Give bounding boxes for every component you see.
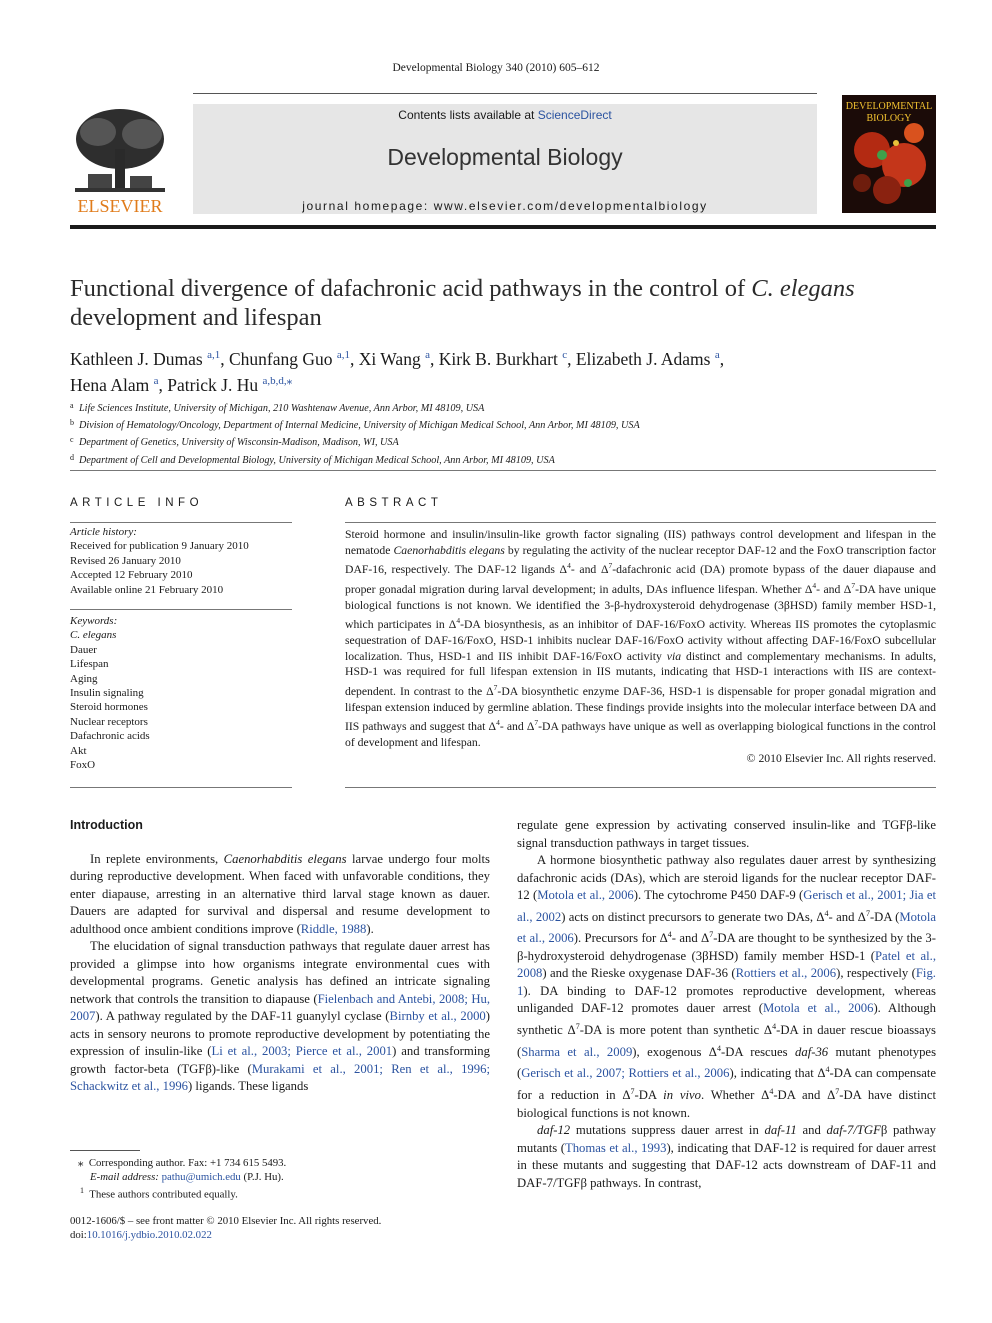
keywords — [70, 614, 292, 772]
keyword: Aging — [70, 672, 98, 685]
keyword: Steroid hormones — [70, 701, 148, 714]
issn-line: 0012-1606/$ – see front matter © 2010 Elsevier Inc. All rights reserved. — [70, 1215, 382, 1227]
doi-label: doi: — [70, 1229, 87, 1242]
author[interactable] — [229, 349, 350, 369]
affiliation-text: Department of Genetics, University of Wisconsin-Madison, Madison, WI, USA — [79, 437, 399, 449]
equal-contribution-note — [70, 1184, 490, 1202]
journal-homepage[interactable]: journal homepage: www.elsevier.com/developmentalbiology — [302, 199, 708, 213]
copyright: © 2010 Elsevier Inc. All rights reserved. — [746, 751, 936, 765]
article-history — [70, 525, 292, 597]
history-item: Received for publication 9 January 2010 — [70, 540, 249, 553]
masthead-bottom-rule — [70, 225, 936, 229]
author[interactable] — [70, 375, 158, 395]
email-label: E-mail address: — [90, 1171, 159, 1184]
affiliation-key: d — [70, 452, 74, 462]
keyword: Dafachronic acids — [70, 730, 150, 743]
footnote-text: These authors contributed equally. — [89, 1189, 238, 1201]
affiliation-text: Life Sciences Institute, University of Michigan, 210 Washtenaw Avenue, Ann Arbor, MI 48109, USA — [79, 403, 485, 414]
title-part-2: development and lifespan — [70, 304, 322, 331]
journal-banner — [193, 104, 817, 214]
cover-title-2: BIOLOGY — [866, 113, 912, 124]
affiliation-text: Department of Cell and Developmental Biology, University of Michigan Medical School, Ann Arbor, MI 48109, USA — [79, 454, 555, 466]
email-owner: (P.J. Hu). — [243, 1171, 284, 1184]
author-affil-mark[interactable]: a — [714, 349, 720, 361]
keyword: C. elegans — [70, 629, 117, 642]
author-affil-mark[interactable]: a,b,d,⁎ — [262, 374, 293, 387]
abstract-heading: ABSTRACT — [345, 497, 443, 509]
title-species: C. elegans — [751, 275, 855, 302]
history-label: Article history: — [70, 526, 137, 538]
keywords-label: Keywords: — [70, 615, 118, 627]
journal-title: Developmental Biology — [387, 144, 623, 170]
article-info-heading: ARTICLE INFO — [70, 497, 204, 509]
keyword: FoxO — [70, 759, 96, 772]
abstract-rule — [345, 522, 936, 523]
citation-link[interactable]: Thomas et al., 1993 — [564, 1140, 667, 1155]
article-info-rule — [70, 522, 292, 523]
affiliation — [70, 451, 936, 468]
affiliation-key: c — [70, 435, 74, 445]
author-sep: , — [429, 348, 439, 369]
abstract-text: Steroid hormone and insulin/insulin-like growth factor signaling (IIS) pathways control development and lifespan in the nematode Caenorhabditis elegans by regulating the activity of the nuclear receptor DAF-12 and the FoxO transcription factor DAF-16, respectively. The DAF-12 ligands $\Delta^4-$ and $\Delta^7$-dafachronic acid (DA) promote bypass of the dauer diapause and proper gonadal migration during larval development; in adults, DAs influence lifespan. Whether $\Delta^4-$ and $\Delta^7-DA$ have unique biological functions is not known. We identified the 3-β-hydroxysteroid dehydrogenase (3βHSD) family member HSD-1, which participates in $\Delta^4-DA$ biosynthesis, as an inhibitor of DAF-16/FoxO activity. Whereas IIS promotes the cytoplasmic sequestration of DAF-16/FoxO, HSD-1 inhibits nuclear DAF-16/FoxO activity without affecting DAF-16/FoxO subcellular localization. Thus, HSD-1 and IIS inhibit DAF-16/FoxO activity via distinct and complementary mechanisms. In adults, HSD-1 was required for full lifespan extension in IIS mutants, indicating that HSD-1 interactions with IIS are context-dependent. In contrast to the $\Delta^7-DA$ biosynthetic enzyme DAF-36, HSD-1 is dispensable for proper gonadal migration and lifespan extension induced by germline ablation. These findings provide insights into the molecular interface between DA and IIS pathways and suggest that $\Delta^4-$ and $\Delta^7-DA$ pathways have unique as well as overlapping biological functions in the control of development and lifespan. © 2010 Elsevier Inc. All rights reserved. — [345, 528, 936, 765]
elsevier-tree-icon — [70, 104, 170, 216]
citation-link[interactable]: Patel et al., 2008 — [517, 948, 936, 981]
doi-link[interactable]: 10.1016/j.ydbio.2010.02.022 — [86, 1229, 212, 1242]
affiliation — [70, 433, 936, 450]
author-affil-mark[interactable]: a,1 — [207, 349, 221, 361]
cover-title-1: DEVELOPMENTAL — [845, 101, 933, 112]
affiliation-key: a — [70, 401, 74, 410]
header-divider — [70, 470, 936, 471]
abstract-bottom-rule — [345, 787, 936, 788]
author-affil-mark[interactable]: c — [562, 349, 568, 361]
author-name: Kathleen J. Dumas — [70, 348, 203, 369]
author-sep: , — [220, 348, 229, 369]
affiliations — [70, 399, 936, 468]
author-sep: , — [158, 374, 168, 395]
footnote-rule — [70, 1150, 140, 1151]
author-sep: , — [719, 348, 725, 369]
figure-link[interactable]: Fig. 1 — [517, 966, 936, 998]
cover-image-icon — [842, 95, 936, 213]
author-list — [70, 344, 936, 396]
doi-line — [70, 1228, 490, 1242]
affiliation — [70, 399, 936, 416]
journal-cover[interactable] — [842, 95, 936, 213]
citation-link[interactable]: Motola et al., 2006 — [763, 1001, 874, 1016]
contents-prefix: Contents lists available at — [398, 108, 538, 122]
email-note — [70, 1170, 490, 1184]
author-affil-mark[interactable]: a — [153, 374, 159, 387]
author[interactable] — [167, 375, 292, 395]
author-name: Chunfang Guo — [228, 348, 333, 369]
publisher-name: ELSEVIER — [77, 196, 163, 216]
citation-link[interactable]: Motola et al., 2006 — [537, 888, 634, 902]
sciencedirect-link[interactable]: ScienceDirect — [537, 108, 612, 122]
keyword: Nuclear receptors — [70, 715, 148, 728]
keyword: Akt — [70, 744, 87, 757]
paragraph: The elucidation of signal transduction pathways that regulate dauer arrest has provided a glimpse into how organisms integrate environmental cues with developmental programs. Genetic analysis has defined an intricate signaling network that controls the transition to diapause (Fielenbach and Antebi, 2008; Hu, 2007). A pathway regulated by the DAF-11 guanylyl cyclase (Birnby et al., 2000) acts in sensory neurons to promote reproductive development by potentiating the expression of insulin-like (Li et al., 2003; Pierce et al., 2001) and transforming growth factor-beta (TGFβ)-like (Murakami et al., 2001; Ren et al., 1996; Schackwitz et al., 1996) ligands. These ligands — [70, 939, 490, 1093]
author[interactable] — [576, 349, 720, 369]
body-column-right — [517, 817, 936, 1192]
body-column-left — [70, 817, 490, 1096]
author-name: Patrick J. Hu — [167, 374, 259, 395]
citation-link[interactable]: Fielenbach and Antebi, 2008; Hu, 2007 — [70, 991, 490, 1023]
affiliation-text: Division of Hematology/Oncology, Department of Internal Medicine, University of Michigan Medical School, Ann Arbor, MI 48109, USA — [79, 420, 640, 432]
keyword: Lifespan — [70, 658, 109, 671]
citation-link[interactable]: Motola et al., 2006 — [517, 909, 937, 946]
footnotes — [70, 1156, 490, 1202]
author[interactable] — [439, 349, 567, 369]
footnote-mark: 1 — [80, 1186, 84, 1196]
contents-line — [193, 108, 817, 122]
author-name: Elizabeth J. Adams — [575, 348, 711, 369]
article-title — [70, 274, 936, 332]
paragraph: In replete environments, Caenorhabditis elegans larvae undergo four molts during reproductive development. When faced with unfavorable conditions, they enter diapause, arresting in an alternative third larval stage known as dauer. Dauers are adapted for survival and dispersal and resume development to adulthood once ambient conditions improve (Riddle, 1988). — [70, 851, 490, 936]
author[interactable] — [70, 349, 220, 369]
title-part-1: Functional divergence of dafachronic acid pathways in the control of — [70, 275, 752, 302]
citation-link[interactable]: Li et al., 2003; Pierce et al., 2001 — [211, 1044, 393, 1058]
citation-link[interactable]: Riddle, 1988 — [300, 921, 367, 936]
corresponding-author-note — [70, 1156, 490, 1170]
citation-link[interactable]: Gerisch et al., 2007; Rottiers et al., 2006 — [521, 1066, 730, 1081]
author-affil-mark[interactable]: a,1 — [336, 349, 350, 361]
author[interactable] — [359, 349, 430, 369]
history-item: Available online 21 February 2010 — [70, 583, 224, 596]
footnote-mark: ⁎ — [78, 1157, 84, 1169]
citation-link[interactable]: Birnby et al., 2000 — [389, 1009, 486, 1023]
elsevier-logo[interactable] — [70, 104, 170, 216]
citation-link[interactable]: Rottiers et al., 2006 — [735, 966, 837, 981]
author-name: Xi Wang — [358, 348, 421, 369]
front-matter — [70, 1214, 490, 1242]
history-item: Accepted 12 February 2010 — [70, 569, 193, 582]
author-sep: , — [567, 348, 576, 369]
author-name: Hena Alam — [70, 374, 150, 395]
author-sep: , — [350, 348, 359, 369]
paragraph: regulate gene expression by activating conserved insulin-like and TGFβ-like signal transduction pathways in target tissues. — [517, 818, 936, 850]
history-item: Revised 26 January 2010 — [70, 554, 181, 567]
author-affil-mark[interactable]: a — [425, 349, 430, 361]
keyword: Insulin signaling — [70, 687, 144, 700]
paragraph: A hormone biosynthetic pathway also regulates dauer arrest by synthesizing dafachronic acids (DAs), which are steroid ligands for the nuclear receptor DAF-12 (Motola et al., 2006). The cytochrome P450 DAF-9 (Gerisch et al., 2001; Jia et al., 2002) acts on distinct precursors to generate two DAs, $\Delta^4-$ and $\Delta^7-DA$ (Motola et al., 2006). Precursors for $\Delta^4-$ and $\Delta^7-DA$ are thought to be synthesized by the 3-β-hydroxysteroid dehydrogenase (3βHSD) family member HSD-1 (Patel et al., 2008) and the Rieske oxygenase DAF-36 (Rottiers et al., 2006), respectively (Fig. 1). DA binding to DAF-12 promotes reproductive development, whereas unliganded DAF-12 promotes dauer arrest (Motola et al., 2006). Although synthetic $\Delta^7-DA$ is more potent than synthetic $\Delta^4-DA$ in dauer rescue bioassays (Sharma et al., 2009), exogenous $\Delta^4-DA$ rescues daf-36 mutant phenotypes (Gerisch et al., 2007; Rottiers et al., 2006), indicating that $\Delta^4-DA$ can compensate for a reduction in $\Delta^7-DA$ in vivo. Whether $\Delta^4-DA$ and $\Delta^7-DA$ have distinct biological functions is not known. — [517, 853, 937, 1120]
author-name: Kirk B. Burkhart — [438, 348, 558, 369]
running-head: Developmental Biology 340 (2010) 605–612 — [392, 62, 600, 74]
affiliation-key: b — [70, 418, 74, 428]
footnote-text: Corresponding author. Fax: +1 734 615 5493. — [88, 1157, 287, 1169]
keyword: Dauer — [70, 643, 97, 656]
affiliation — [70, 416, 936, 433]
keywords-rule — [70, 609, 292, 610]
paragraph: daf-12 mutations suppress dauer arrest in daf-11 and daf-7/TGFβ pathway mutants (Thomas et al., 1993), indicating that DAF-12 is required for dauer arrest in these mutants and suggesting that DAF-12 acts downstream of DAF-11 and DAF-7/TGFβ pathways. In contrast, — [517, 1123, 937, 1190]
article-info-bottom-rule — [70, 787, 292, 788]
section-heading-introduction: Introduction — [70, 818, 143, 832]
citation-link[interactable]: Murakami et al., 2001; Ren et al., 1996; Schackwitz et al., 1996 — [70, 1061, 490, 1093]
citation-link[interactable]: Sharma et al., 2009 — [521, 1044, 633, 1059]
citation-link[interactable]: Gerisch et al., 2001; Jia et al., 2002 — [517, 888, 937, 924]
email-link[interactable]: pathu@umich.edu — [161, 1171, 241, 1184]
masthead-rule — [193, 93, 817, 94]
